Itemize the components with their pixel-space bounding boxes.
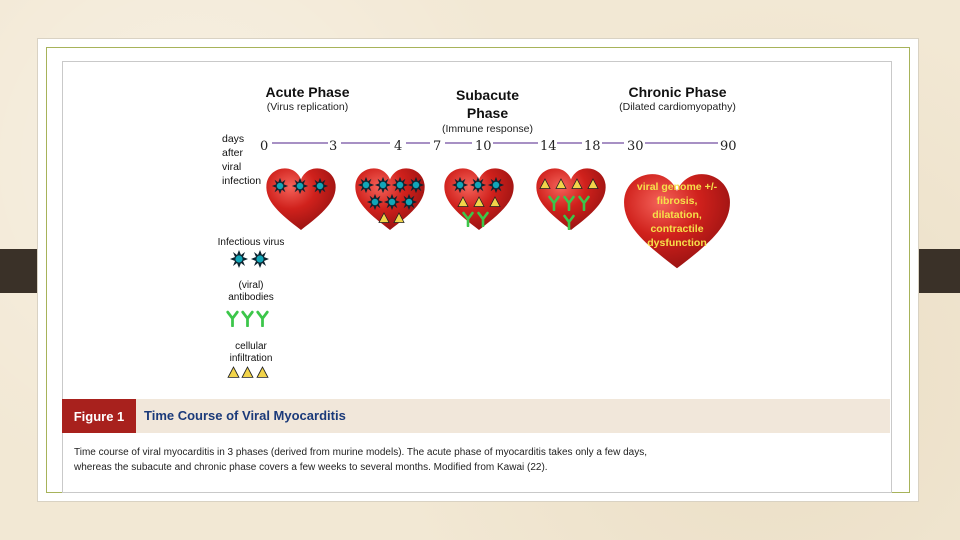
legend-cell-icon (228, 367, 239, 377)
legend-antibody-icon (258, 312, 268, 326)
legend-antibodies-label-line2: antibodies (228, 292, 274, 303)
day-label: 18 (584, 139, 601, 154)
acute-phase-subtitle: (Virus replication) (266, 101, 349, 113)
chronic-text-line: fibrosis, (656, 195, 698, 207)
legend-antibody-icon (243, 312, 253, 326)
figure-title: Time Course of Viral Myocarditis (144, 408, 346, 423)
chronic-phase-title: Chronic Phase (628, 84, 727, 100)
day-label: 7 (433, 139, 442, 154)
legend-antibody-icon (228, 312, 238, 326)
chronic-text-line: dysfunction (647, 237, 707, 249)
figure-caption-line2: whereas the subacute and chronic phase covers a few weeks to several months. Modified from Kawai (22). (74, 462, 548, 473)
chronic-phase-subtitle: (Dilated cardiomyopathy) (619, 101, 736, 113)
figure-caption (74, 445, 834, 475)
subacute-phase-title-line1: Subacute (455, 87, 519, 103)
legend-infiltration-label-line1: cellular (235, 341, 267, 352)
day-label: 4 (394, 139, 403, 154)
acute-phase-title: Acute Phase (265, 84, 350, 100)
day-label: 3 (329, 139, 338, 154)
chronic-text-line: dilatation, (652, 209, 702, 221)
legend-virus-icon (251, 250, 269, 268)
legend-virus-label: Infectious virus (217, 237, 285, 248)
subacute-phase-subtitle: (Immune response) (441, 123, 534, 135)
day-label: 90 (720, 139, 737, 154)
legend-infiltration-label-line2: infiltration (229, 353, 273, 364)
chronic-text-line: contractile (650, 223, 704, 235)
axis-label-days: days (222, 133, 245, 145)
legend-cell-icon (242, 367, 253, 377)
legend-virus-icon (230, 250, 248, 268)
axis-label-infection: infection (222, 175, 262, 187)
day-label: 14 (540, 139, 557, 154)
figure-badge: Figure 1 (62, 399, 136, 433)
day-label: 0 (260, 139, 269, 154)
chronic-text-line: viral genome +/- (636, 181, 718, 193)
day-label: 30 (627, 139, 644, 154)
axis-label-viral: viral (222, 161, 242, 173)
axis-label-after: after (222, 147, 244, 159)
day-label: 10 (475, 139, 492, 154)
heart-acute-1 (266, 168, 335, 230)
legend-cell-icon (257, 367, 268, 377)
subacute-phase-title-line2: Phase (466, 105, 509, 121)
figure-caption-line1: Time course of viral myocarditis in 3 phases (derived from murine models). The acute phase of myocarditis takes only a few days, (74, 447, 648, 458)
legend-antibodies-label-line1: (viral) (238, 280, 264, 291)
